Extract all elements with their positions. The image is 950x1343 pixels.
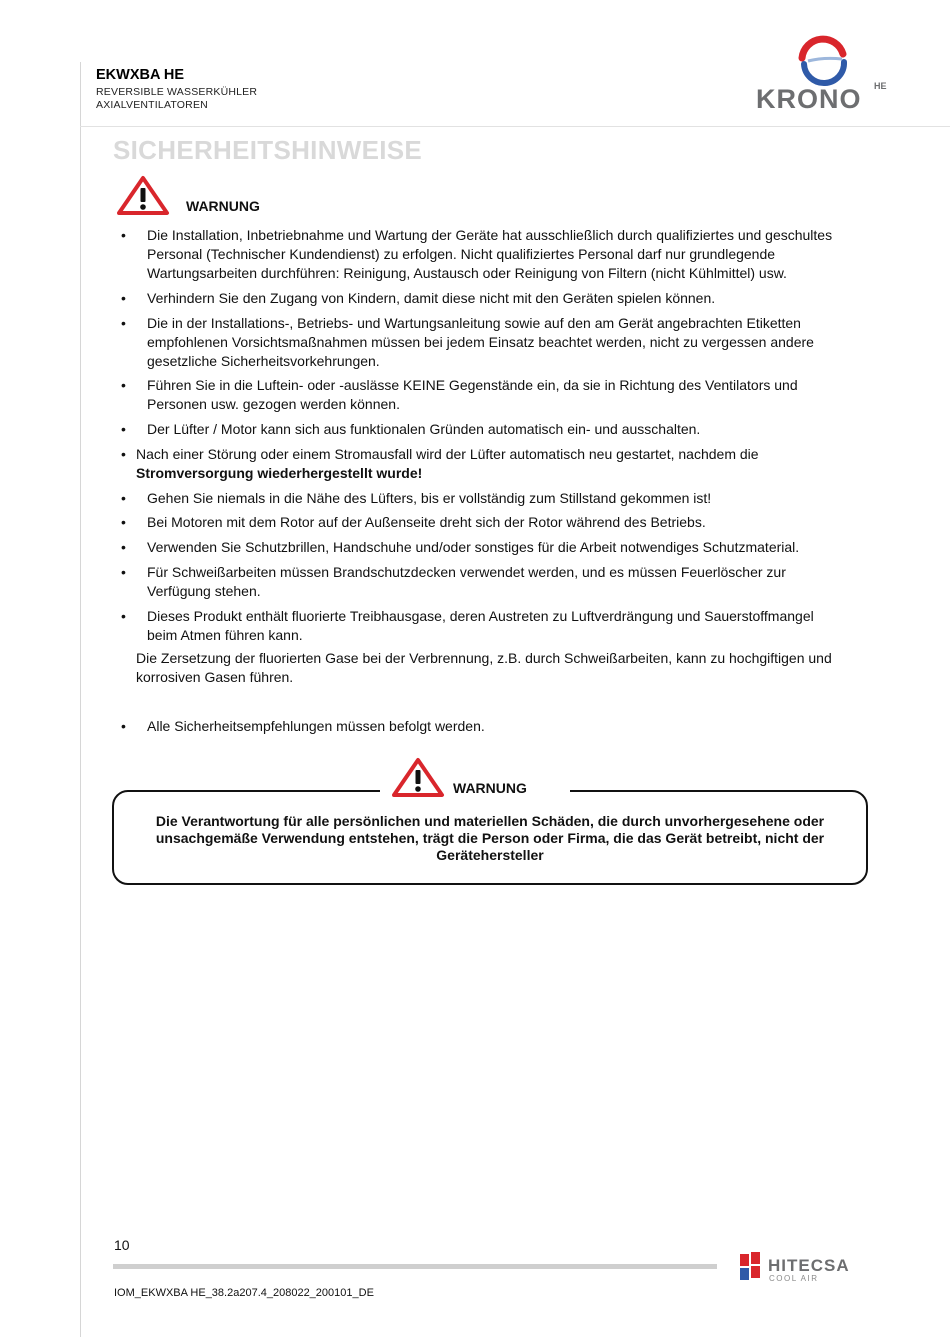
krono-logo-swirl-icon (802, 39, 844, 83)
list-item (121, 538, 800, 557)
document-id: IOM_EKWXBA HE_38.2a207.4_208022_200101_DE (114, 1287, 374, 1299)
krono-logo-text: KRONO (756, 84, 862, 114)
section-title: SICHERHEITSHINWEISE (113, 135, 423, 165)
bullet-icon: • (121, 377, 126, 393)
bullet-icon: • (121, 315, 126, 331)
warning-label: WARNUNG (186, 198, 260, 214)
hitecsa-logo-text: HITECSA (768, 1256, 850, 1275)
list-item (121, 376, 798, 414)
warning-box-label: WARNUNG (453, 780, 527, 796)
bullet-icon: • (121, 564, 126, 580)
page-number: 10 (114, 1237, 130, 1253)
bullet-icon: • (121, 227, 126, 243)
list-item-line: Wartungsarbeiten durchführen: Reinigung, Austausch oder Reinigung von Filtern (nicht Kühlmittel) usw. (147, 265, 787, 282)
footer-divider (113, 1264, 717, 1269)
document-subtitle-2: AXIALVENTILATOREN (96, 99, 208, 111)
list-item (121, 314, 814, 372)
list-item-line: Gehen Sie niemals in die Nähe des Lüfters, bis er vollständig zum Stillstand gekommen ist! (147, 490, 712, 506)
list-item (121, 226, 833, 284)
list-item (121, 513, 706, 532)
list-item-line: Nach einer Störung oder einem Stromausfall wird der Lüfter automatisch neu gestartet, nachdem die (136, 446, 759, 462)
list-item-line: Für Schweißarbeiten müssen Brandschutzdecken verwendet werden, und es müssen Feuerlöscher zur (147, 564, 786, 580)
list-item (121, 607, 814, 645)
list-item (121, 289, 716, 308)
list-item-line: gesetzliche Sicherheitsvorkehrungen. (147, 353, 380, 370)
bullet-icon: • (121, 718, 126, 734)
list-item-line: Verfügung stehen. (147, 583, 261, 600)
header-divider (80, 126, 950, 127)
bullet-icon: • (121, 421, 126, 437)
left-margin-line (80, 62, 81, 1337)
list-item-line: Die Installation, Inbetriebnahme und Wartung der Geräte hat ausschließlich durch qualifiziertes und geschultes (147, 227, 833, 243)
krono-logo-suffix: HE (874, 81, 887, 91)
bullet-icon: • (121, 608, 126, 624)
list-item-line-bold: Stromversorgung wiederhergestellt wurde! (136, 465, 423, 482)
document-subtitle-1: REVERSIBLE WASSERKÜHLER (96, 86, 258, 98)
bullet-icon: • (121, 446, 126, 462)
list-item-line: Personen usw. gezogen werden können. (147, 396, 400, 413)
warning-triangle-icon (116, 175, 170, 216)
gas-note-line: Die Zersetzung der fluorierten Gase bei der Verbrennung, z.B. durch Schweißarbeiten, kann zu hochgiftigen und (136, 650, 832, 666)
list-item-line: Verwenden Sie Schutzbrillen, Handschuhe und/oder sonstiges für die Arbeit notwendiges Schutzmaterial. (147, 539, 800, 555)
bullet-icon: • (121, 490, 126, 506)
list-item-line: Der Lüfter / Motor kann sich aus funktionalen Gründen automatisch ein- und ausschalten. (147, 421, 701, 437)
list-item-line: beim Atmen führen kann. (147, 627, 303, 644)
warning-box-line: unsachgemäße Verwendung entstehen, trägt die Person oder Firma, die das Gerät betreibt, nicht der (155, 830, 825, 846)
krono-logo (752, 32, 897, 117)
gas-note-line: korrosiven Gasen führen. (136, 669, 294, 686)
warning-triangle-icon (391, 757, 445, 798)
list-item-line: Bei Motoren mit dem Rotor auf der Außenseite dreht sich der Rotor während des Betriebs. (147, 514, 706, 530)
bullet-icon: • (121, 539, 126, 555)
list-item-line: Alle Sicherheitsempfehlungen müssen befolgt werden. (147, 718, 485, 734)
list-item (121, 717, 485, 736)
list-item (121, 420, 701, 439)
list-item-restart (121, 445, 759, 483)
list-item-line: Führen Sie in die Luftein- oder -auslässe KEINE Gegenstände ein, da sie in Richtung des Ventilators und (147, 377, 798, 393)
list-item-line: Personal (Technischer Kundendienst) zu erfolgen. Nicht qualifiziertes Personal darf nur grundlegende (147, 246, 776, 263)
list-item-line: Verhindern Sie den Zugang von Kindern, damit diese nicht mit den Geräten spielen können. (147, 290, 716, 306)
warning-box-line: Gerätehersteller (436, 847, 544, 863)
list-item-line: Die in der Installations-, Betriebs- und Wartungsanleitung sowie auf den am Gerät angebrachten Etiketten (147, 315, 801, 331)
document-title: EKWXBA HE (96, 67, 185, 83)
list-item (121, 563, 786, 601)
gas-note (136, 649, 866, 687)
warning-box-text (130, 813, 850, 864)
list-item (121, 489, 712, 508)
warning-box-line: Die Verantwortung für alle persönlichen und materiellen Schäden, die durch unvorhergesehene oder (155, 813, 825, 829)
bullet-icon: • (121, 514, 126, 530)
hitecsa-logo (738, 1250, 888, 1284)
bullet-icon: • (121, 290, 126, 306)
hitecsa-logo-tagline: COOL AIR (769, 1274, 819, 1283)
hitecsa-logo-mark-icon (740, 1252, 760, 1280)
list-item-line: empfohlenen Vorsichtsmaßnahmen müssen bei jedem Einsatz beachtet werden, nicht zu vergessen andere (147, 334, 814, 351)
list-item-line: Dieses Produkt enthält fluorierte Treibhausgase, deren Austreten zu Luftverdrängung und Sauerstoffmangel (147, 608, 814, 624)
